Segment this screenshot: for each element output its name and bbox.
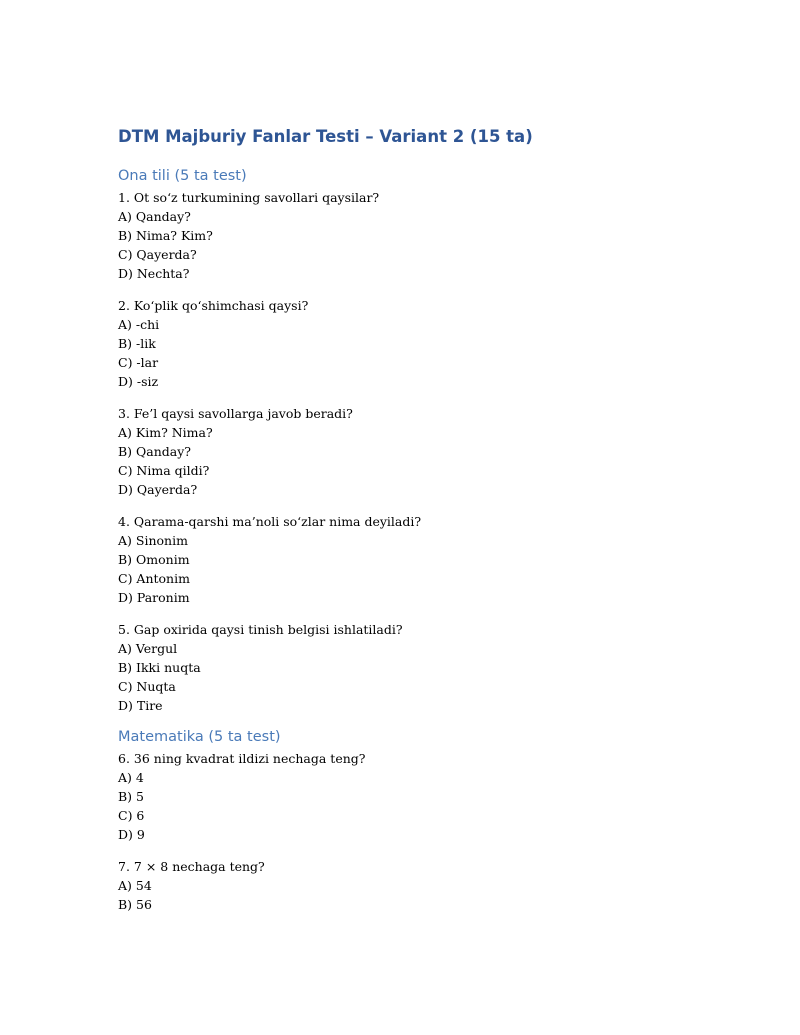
- answer-option: D) Qayerda?: [118, 482, 198, 497]
- question-block: [118, 188, 718, 283]
- answer-option: A) 4: [118, 770, 144, 785]
- sections-container: [118, 167, 718, 914]
- answer-option: B) Nima? Kim?: [118, 228, 213, 243]
- answer-option: B) Qanday?: [118, 444, 192, 459]
- answer-option: C) -lar: [118, 355, 159, 370]
- answer-option: D) -siz: [118, 374, 159, 389]
- answer-option: D) 9: [118, 827, 145, 842]
- question-block: [118, 512, 718, 607]
- question-text: 2. Ko‘plik qo‘shimchasi qaysi?: [118, 298, 309, 313]
- answer-option: D) Nechta?: [118, 266, 190, 281]
- question-block: [118, 620, 718, 715]
- answer-option: B) 5: [118, 789, 144, 804]
- document-title: DTM Majburiy Fanlar Testi – Variant 2 (15 ta): [118, 127, 533, 146]
- answer-option: A) Vergul: [118, 641, 178, 656]
- question-block: [118, 857, 718, 914]
- answer-option: B) 56: [118, 897, 152, 912]
- question-text: 6. 36 ning kvadrat ildizi nechaga teng?: [118, 751, 366, 766]
- answer-option: D) Paronim: [118, 590, 190, 605]
- section-heading: Ona tili (5 ta test): [118, 168, 247, 184]
- answer-option: B) -lik: [118, 336, 156, 351]
- question-block: [118, 296, 718, 391]
- answer-option: A) -chi: [118, 317, 160, 332]
- answer-option: C) Nuqta: [118, 679, 176, 694]
- answer-option: B) Ikki nuqta: [118, 660, 201, 675]
- answer-option: C) Antonim: [118, 571, 190, 586]
- answer-option: A) Sinonim: [118, 533, 188, 548]
- answer-option: A) Qanday?: [118, 209, 191, 224]
- question-block: [118, 404, 718, 499]
- answer-option: C) Qayerda?: [118, 247, 197, 262]
- question-text: 4. Qarama-qarshi ma’noli so‘zlar nima deyiladi?: [118, 514, 422, 529]
- answer-option: A) Kim? Nima?: [118, 425, 213, 440]
- section-heading: Matematika (5 ta test): [118, 729, 281, 745]
- question-text: 7. 7 × 8 nechaga teng?: [118, 859, 265, 874]
- answer-option: C) 6: [118, 808, 145, 823]
- answer-option: B) Omonim: [118, 552, 190, 567]
- answer-option: D) Tire: [118, 698, 163, 713]
- question-text: 5. Gap oxirida qaysi tinish belgisi ishlatiladi?: [118, 622, 403, 637]
- answer-option: A) 54: [118, 878, 152, 893]
- question-text: 1. Ot so‘z turkumining savollari qaysilar?: [118, 190, 380, 205]
- document-page: [118, 126, 718, 927]
- question-block: [118, 749, 718, 844]
- question-text: 3. Fe’l qaysi savollarga javob beradi?: [118, 406, 353, 421]
- answer-option: C) Nima qildi?: [118, 463, 210, 478]
